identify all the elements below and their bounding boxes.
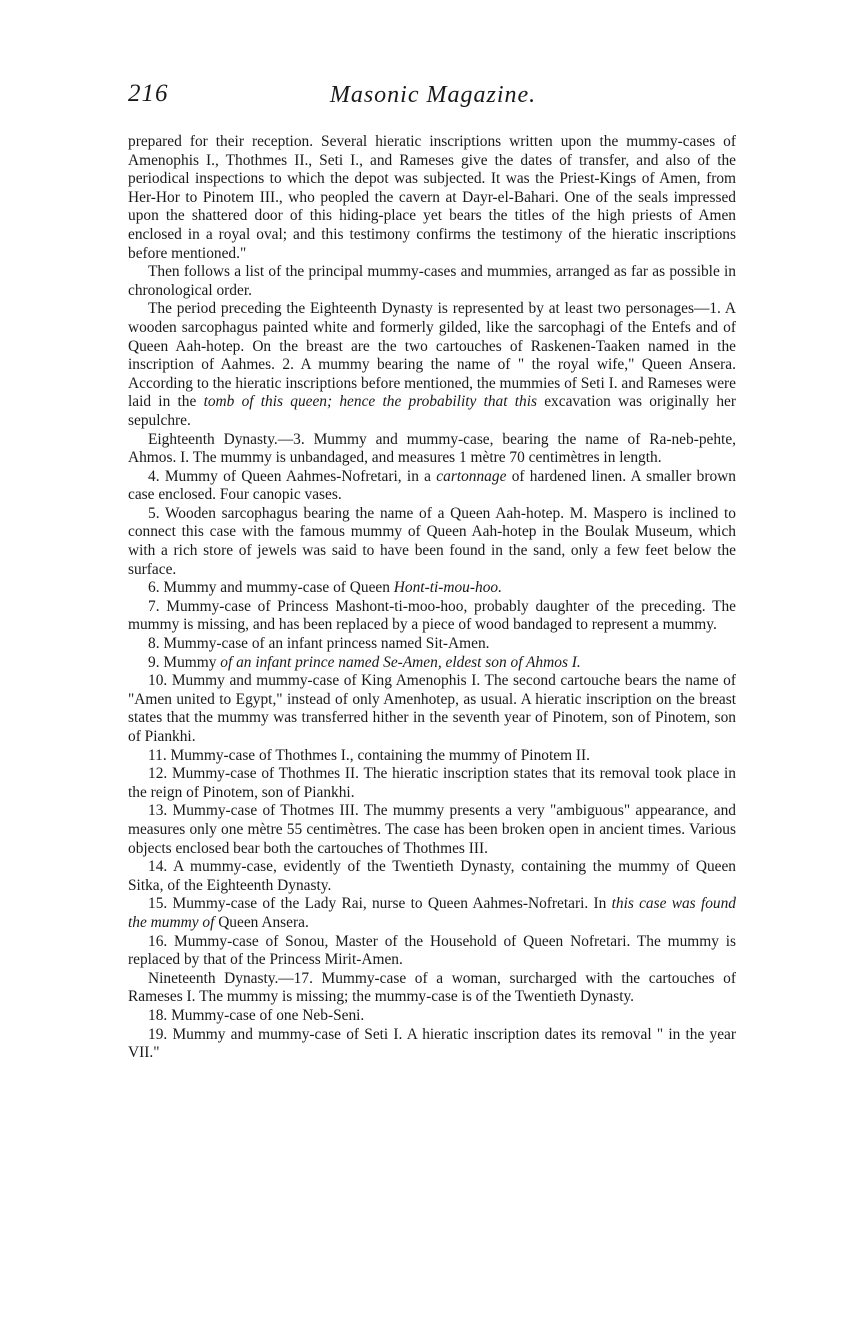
body-text xyxy=(128,133,736,1063)
paragraph: 18. Mummy-case of one Neb-Seni. xyxy=(148,1006,365,1024)
paragraph: 10. Mummy and mummy-case of King Amenophis I. The second cartouche bears the name of "Amen united to Egypt," instead of only Amenhotep, as usual. A hieratic inscription on the breast states that the mummy was transferred hither in the seventh year of Pinotem, son of Pinotem, son of Piankhi. xyxy=(128,672,736,745)
paragraph: prepared for their reception. Several hieratic inscriptions written upon the mummy-cases of Amenophis I., Thothmes II., Seti I., and Rameses give the dates of transfer, and also of the periodical inspections to which the depot was subjected. It was the Priest-Kings of Amen, from Her-Hor to Pinotem III., who peopled the cavern at Dayr-el-Bahari. One of the seals impressed upon the shattered door of this hiding-place yet bears the titles of the high priests of Amen enclosed in a royal oval; and this testimony confirms the testimony of the hieratic inscriptions before mentioned." xyxy=(128,133,736,262)
paragraph: Eighteenth Dynasty.—3. Mummy and mummy-case, bearing the name of Ra-neb-pehte, Ahmos. I. The mummy is unbandaged, and measures 1 mètre 70 centimètres in length. xyxy=(128,430,736,467)
paragraph: 16. Mummy-case of Sonou, Master of the Household of Queen Nofretari. The mummy is replaced by that of the Princess Mirit-Amen. xyxy=(128,932,736,969)
page-header xyxy=(128,80,738,120)
paragraph: 7. Mummy-case of Princess Mashont-ti-moo-hoo, probably daughter of the preceding. The mummy is missing, and has been replaced by a piece of wood bandaged to represent a mummy. xyxy=(128,597,736,634)
page-number: 216 xyxy=(128,80,169,107)
paragraph: 9. Mummy of an infant prince named Se-Amen, eldest son of Ahmos I. xyxy=(148,653,581,671)
paragraph: 12. Mummy-case of Thothmes II. The hieratic inscription states that its removal took place in the reign of Pinotem, son of Piankhi. xyxy=(128,765,736,801)
paragraph: 19. Mummy and mummy-case of Seti I. A hieratic inscription dates its removal " in the year VII." xyxy=(128,1025,736,1062)
paragraph: 11. Mummy-case of Thothmes I., containing the mummy of Pinotem II. xyxy=(148,746,590,764)
paragraph: 13. Mummy-case of Thotmes III. The mummy presents a very "ambiguous" appearance, and measures only one mètre 55 centimètres. The case has been broken open in ancient times. Various objects enclosed bear both the cartouches of Thothmes III. xyxy=(128,802,736,857)
paragraph: The period preceding the Eighteenth Dynasty is represented by at least two personages—1. A wooden sarcophagus painted white and formerly gilded, like the sarcophagi of the Entefs and of Queen Aah-hotep. On the breast are the two cartouches of Raskenen-Taaken named in the inscription of Aahmes. 2. A mummy bearing the name of " the royal wife," Queen Ansera. According to the hieratic inscriptions before mentioned, the mummies of Seti I. and Rameses were laid in the tomb of this queen; hence the probability that this excavation was originally her sepulchre. xyxy=(128,300,736,429)
paragraph: 4. Mummy of Queen Aahmes-Nofretari, in a cartonnage of hardened linen. A smaller brown case enclosed. Four canopic vases. xyxy=(128,467,736,504)
running-title: Masonic Magazine. xyxy=(329,82,537,108)
paragraph: 6. Mummy and mummy-case of Queen Hont-ti-mou-hoo. xyxy=(148,579,502,597)
paragraph: 14. A mummy-case, evidently of the Twentieth Dynasty, containing the mummy of Queen Sitka, of the Eighteenth Dynasty. xyxy=(128,858,736,894)
paragraph: 5. Wooden sarcophagus bearing the name of a Queen Aah-hotep. M. Maspero is inclined to connect this case with the famous mummy of Queen Aah-hotep in the Boulak Museum, which with a rich store of jewels was said to have been found in the sand, only a few feet below the surface. xyxy=(128,504,736,578)
paragraph: 8. Mummy-case of an infant princess named Sit-Amen. xyxy=(148,635,490,653)
paragraph: Nineteenth Dynasty.—17. Mummy-case of a woman, surcharged with the cartouches of Rameses I. The mummy is missing; the mummy-case is of the Twentieth Dynasty. xyxy=(128,969,736,1006)
paragraph: 15. Mummy-case of the Lady Rai, nurse to Queen Aahmes-Nofretari. In this case was found the mummy of Queen Ansera. xyxy=(128,895,737,931)
paragraph: Then follows a list of the principal mummy-cases and mummies, arranged as far as possible in chronological order. xyxy=(128,263,736,299)
